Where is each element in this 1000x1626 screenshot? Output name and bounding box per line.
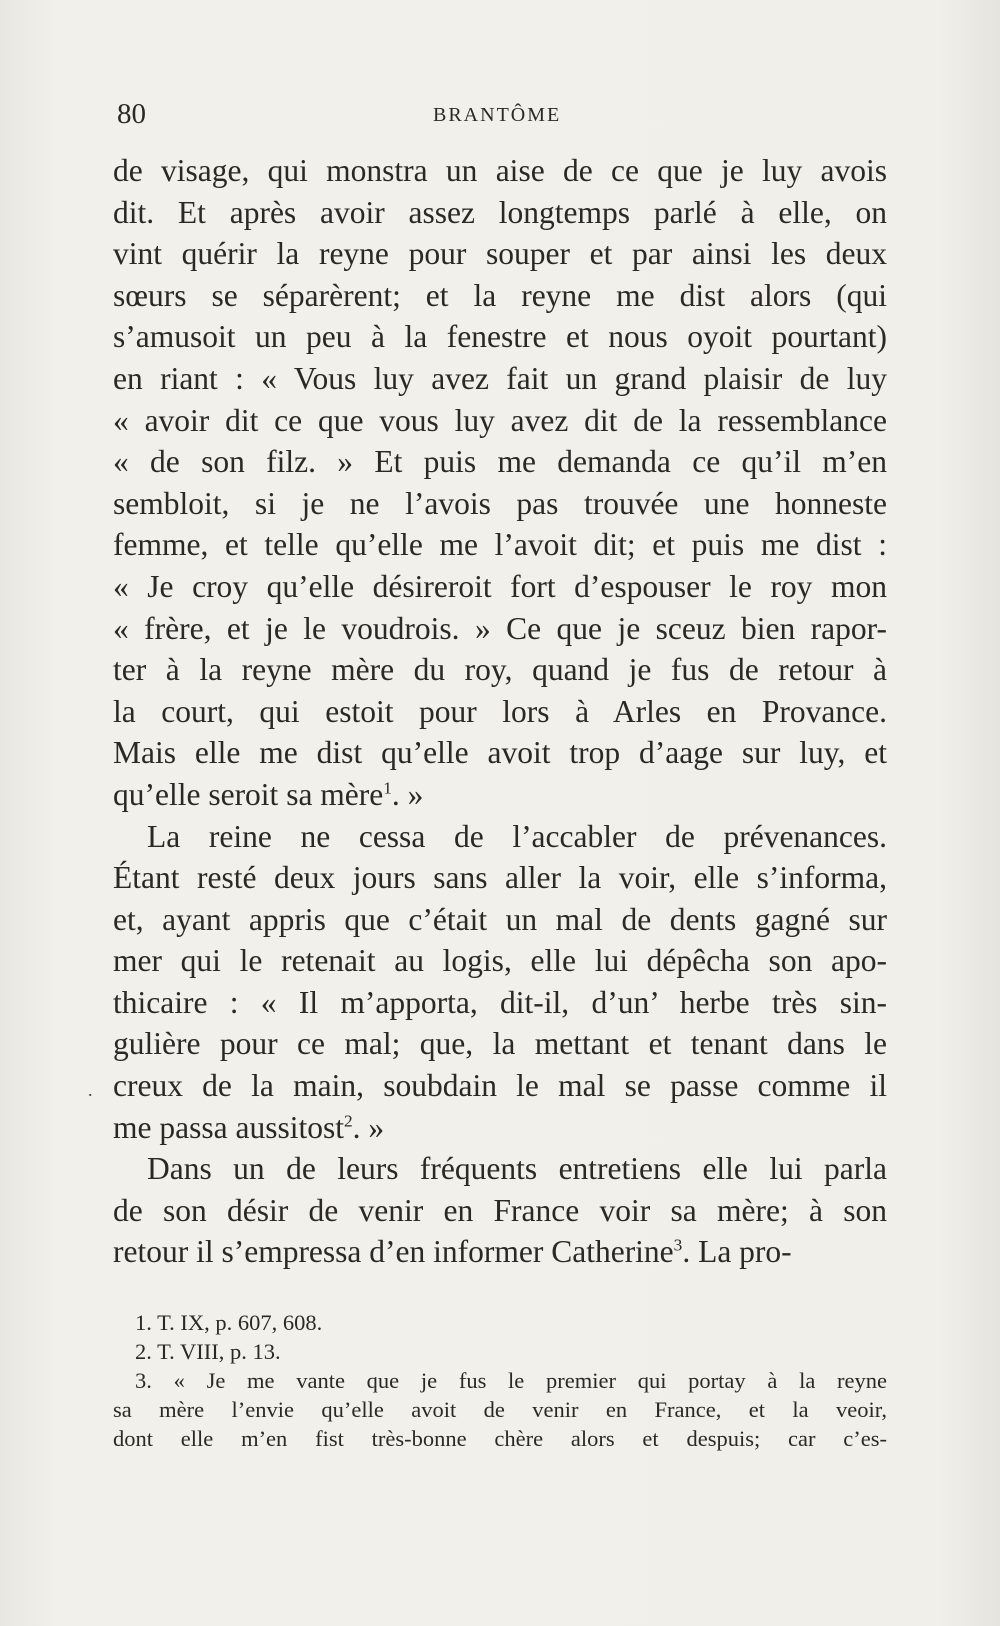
text-line: « frère, et je le voudrois. » Ce que je sceuz bien rapor- [113, 610, 887, 646]
body-text [113, 150, 887, 1273]
footnote-2: 2. T. VIII, p. 13. [135, 1339, 281, 1364]
text-line: vint quérir la reyne pour souper et par ainsi les deux [113, 236, 887, 272]
footnote-ref-1[interactable]: 1 [383, 778, 392, 798]
line-tail: . » [352, 1109, 385, 1145]
line-text: retour il s’empressa d’en informer Catherine [113, 1234, 674, 1270]
text-line: ter à la reyne mère du roy, quand je fus de retour à [113, 652, 887, 688]
footnote-ref-2[interactable]: 2 [343, 1111, 353, 1131]
footnote-3-line: sa mère l’envie qu’elle avoit de venir en France, et la veoir, [113, 1397, 887, 1422]
text-line [113, 774, 887, 816]
text-line: Dans un de leurs fréquents entretiens elle lui parla [147, 1151, 887, 1187]
text-line: thicaire : « Il m’apporta, dit-il, d’un’ herbe très sin- [113, 984, 887, 1020]
text-line: gulière pour ce mal; que, la mettant et tenant dans le [113, 1026, 887, 1062]
line-tail: . La pro- [682, 1234, 792, 1270]
text-line: de visage, qui monstra un aise de ce que je luy avois [113, 153, 887, 188]
line-text: qu’elle seroit sa mère [113, 776, 384, 812]
footnote-1: 1. T. IX, p. 607, 608. [135, 1310, 323, 1335]
margin-dot: . [88, 1080, 93, 1100]
text-line: « avoir dit ce que vous luy avez dit de la ressemblance [113, 402, 887, 438]
text-line: en riant : « Vous luy avez fait un grand plaisir de luy [113, 360, 887, 396]
text-line [113, 1231, 887, 1273]
line-text: me passa aussitost [113, 1109, 344, 1145]
running-head: BRANTÔME [433, 104, 562, 126]
text-line: et, ayant appris que c’était un mal de dents gagné sur [113, 901, 887, 937]
text-line [113, 1107, 887, 1149]
text-line: dit. Et après avoir assez longtemps parlé à elle, on [113, 194, 887, 230]
text-line: mer qui le retenait au logis, elle lui dépêcha son apo- [113, 943, 887, 979]
footnote-3-line: dont elle m’en fist très-bonne chère alors et despuis; car c’es- [113, 1426, 887, 1451]
text-line: Mais elle me dist qu’elle avoit trop d’aage sur luy, et [113, 735, 887, 771]
text-line: sœurs se séparèrent; et la reyne me dist alors (qui [113, 277, 887, 313]
text-line: « de son filz. » Et puis me demanda ce qu’il m’en [113, 444, 887, 480]
page-header [115, 98, 885, 138]
line-tail: . » [391, 776, 424, 812]
page-number: 80 [117, 98, 146, 130]
footnote-ref-3[interactable]: 3 [673, 1235, 683, 1255]
text-line: la court, qui estoit pour lors à Arles en Provance. [113, 693, 887, 729]
text-line: femme, et telle qu’elle me l’avoit dit; et puis me dist : [113, 527, 887, 563]
text-line: s’amusoit un peu à la fenestre et nous oyoit pourtant) [113, 319, 887, 355]
footnotes [113, 1308, 887, 1453]
text-line: creux de la main, soubdain le mal se passe comme il [113, 1068, 887, 1104]
footnote-3-line: 3. « Je me vante que je fus le premier qui portay à la reyne [135, 1368, 887, 1393]
text-line: sembloit, si je ne l’avois pas trouvée une honneste [113, 485, 887, 521]
text-line: Étant resté deux jours sans aller la voir, elle s’informa, [113, 860, 887, 896]
text-line: La reine ne cessa de l’accabler de prévenances. [147, 818, 887, 854]
text-line: « Je croy qu’elle désireroit fort d’espouser le roy mon [113, 568, 887, 604]
text-line: de son désir de venir en France voir sa mère; à son [113, 1192, 887, 1228]
